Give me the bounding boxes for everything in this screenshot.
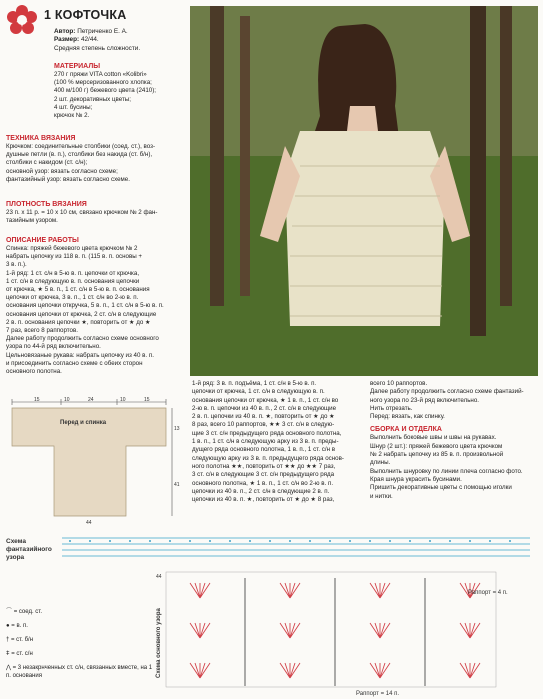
fancy-pattern-stitches xyxy=(69,540,511,542)
work-line: 3 в. п.). xyxy=(6,261,27,269)
assembly-line: Пришить декоративные цветы с помощью иголки xyxy=(370,484,512,492)
fancy-label-line: фантазийного xyxy=(6,546,52,553)
crochet-diagram-area xyxy=(0,528,543,699)
rapport-14-label: Раппорт = 14 п. xyxy=(356,691,400,697)
work-section xyxy=(6,236,188,376)
work-line: основания цепочки откручка, 5 в. п., 1 ст. с/н в 5-ю в. п. xyxy=(6,302,164,310)
work-line: основания цепочки от крючка, 2 ст. с/н в следующие xyxy=(6,310,157,318)
dim-bottom: 44 xyxy=(86,520,92,526)
legend-item xyxy=(6,622,156,630)
col2-line: дущего ряда основного полотна, 1 в. п., 1 ст. с/н в xyxy=(192,446,335,454)
main-pattern-label: Схема основного узора xyxy=(156,608,162,678)
author: Петриченко Е. А. xyxy=(77,28,128,35)
assembly-line: и нитки. xyxy=(370,492,393,500)
materials-lines xyxy=(54,71,186,120)
assembly-line: длины. xyxy=(370,459,391,467)
col2-line: 2-ю в. п. цепочки из 40 в. п., 2 ст. с/н в следующие xyxy=(192,404,337,412)
legend-text: = ст. б/н xyxy=(11,637,34,643)
col2-line: цепочки из 40 в. п., 2 ст. с/н в следующие 2 в. п. xyxy=(192,487,330,495)
page-title: 1 КОФТОЧКА xyxy=(44,8,127,22)
work-line: 1-й ряд: 1 ст. с/н в 5-ю в. п. цепочки от крючка, xyxy=(6,269,140,277)
assembly-line: Края шнура украсить бусинами. xyxy=(370,475,462,483)
work-line: набрать цепочку из 118 в. п. (115 в. п. основы + xyxy=(6,253,143,261)
finish-text xyxy=(370,380,538,501)
col2-line: основания цепочки от крючка, ★ 1 в. п., 1 ст. с/н во xyxy=(192,396,339,404)
work-line: цепочки от крючка, 3 в. п., 1 ст. с/н во 2-ю в. п. xyxy=(6,294,139,302)
technique-section xyxy=(6,134,188,184)
materials-section xyxy=(54,62,186,120)
col2-line: цепочки из 40 в. п. ★, повторить от ★ до ★ 8 раз, xyxy=(192,496,335,504)
assembly-heading: СБОРКА И ОТДЕЛКА xyxy=(370,426,442,434)
col3-line: ного узора по 23-й ряд включительно. xyxy=(370,396,479,404)
dim-right-1: 13 xyxy=(174,426,180,432)
assembly-line: Выполнить боковые швы и швы на рукавах. xyxy=(370,434,497,442)
work-line: Спинка: пряжей бежевого цвета крючком № 2 xyxy=(6,245,138,252)
dim-top-3: 24 xyxy=(88,397,94,403)
col2-line: 1-й ряд: 3 в. п. подъёма, 1 ст. с/н в 5-ю в. п. xyxy=(192,380,317,387)
dim-top-1: 15 xyxy=(34,397,40,403)
flower-logo-icon xyxy=(6,4,38,36)
col3-line: Нить отрезать. xyxy=(370,404,413,412)
materials-line: крючок № 2. xyxy=(54,112,90,120)
density-heading: ПЛОТНОСТЬ ВЯЗАНИЯ xyxy=(6,201,87,208)
legend-item xyxy=(6,636,156,644)
work-line: Далее работу продолжить согласно схеме основного xyxy=(6,335,159,343)
dim-top-5: 15 xyxy=(144,397,150,403)
single-crochet-icon: † xyxy=(6,637,10,643)
work-line: от крючка, ★ 5 в. п., 1 ст. с/н в 5-ю в. п. основания xyxy=(6,286,150,294)
materials-heading: МАТЕРИАЛЫ xyxy=(54,63,101,70)
size-label: Размер: xyxy=(54,36,80,44)
work-heading: ОПИСАНИЕ РАБОТЫ xyxy=(6,237,79,244)
work-line: 7 раз, всего 8 раппортов. xyxy=(6,327,78,335)
materials-line: 4 шт. бусины; xyxy=(54,103,93,111)
legend-item xyxy=(6,664,156,680)
cluster-icon: ⋀ xyxy=(6,665,11,671)
work-line: 1 ст. с/н в следующую в. п. основания цепочки xyxy=(6,277,140,285)
meta-block xyxy=(54,28,184,53)
density-line: 23 п. х 11 р. = 10 х 10 см, связано крючком № 2 фан- xyxy=(6,209,158,216)
col2-line: 8 раз, всего 10 раппортов, ★★ 3 ст. с/н в следую- xyxy=(192,421,335,429)
dim-top-2: 10 xyxy=(64,397,70,403)
model-photo-illustration xyxy=(190,6,538,376)
legend-text: = в. п. xyxy=(11,623,28,629)
materials-line: 2 шт. декоративных цветы; xyxy=(54,95,131,103)
col2-line: цепочки от крючка, 1 ст. с/н в следующую в. п. xyxy=(192,388,325,396)
work-line: и присоединить согласно схеме с обеих сторон xyxy=(6,359,143,367)
legend-text: = 3 незакрнченных ст. с/н, связанных вместе, на 1 п. основания xyxy=(6,665,153,679)
slip-stitch-icon: ⌒ xyxy=(6,609,13,615)
legend-text: = ст. с/н xyxy=(11,651,33,657)
work-line: 2 в. п. основания цепочки ★, повторить от ★ до ★ xyxy=(6,318,151,326)
col2-line: щие 3 ст. с/н предыдущего ряда основного полотна, xyxy=(192,429,342,437)
technique-line: душные петли (в. п.), столбики без накида (ст. б/н), xyxy=(6,151,153,159)
legend-item xyxy=(6,650,156,658)
technique-line: Крючком: соединительные столбики (соед. ст.), воз- xyxy=(6,143,156,150)
fancy-pattern-rows xyxy=(62,538,530,556)
work-line: основного полотна. xyxy=(6,368,62,376)
legend-item xyxy=(6,608,156,616)
assembly-line: Шнур (2 шт.): пряжей бежевого цвета крючком xyxy=(370,442,503,450)
rapport-4-label: Раппорт = 4 п. xyxy=(468,590,508,596)
difficulty: Средняя степень сложности. xyxy=(54,44,141,52)
assembly-line: № 2 набрать цепочку из 85 в. п. произвольной xyxy=(370,451,504,459)
model-photo xyxy=(190,6,538,376)
legend xyxy=(6,608,156,680)
dim-top-4: 10 xyxy=(120,397,126,403)
technique-line: столбики с накидом (ст. с/н); xyxy=(6,159,88,167)
row-44-label: 44 xyxy=(156,574,162,580)
main-pattern-posts xyxy=(245,578,425,686)
fancy-label-line: Схема xyxy=(6,538,27,545)
density-section xyxy=(6,200,188,225)
technique-heading: ТЕХНИКА ВЯЗАНИЯ xyxy=(6,135,76,142)
technique-line: основной узор: вязать согласно схеме; xyxy=(6,167,118,175)
materials-line: (100 % мерсеризованного хлопка; xyxy=(54,79,152,87)
garment-schematic xyxy=(6,396,188,526)
assembly-line: Выполнить шнуровку по линии плеча согласно фото. xyxy=(370,467,523,475)
double-crochet-icon: ǂ xyxy=(6,651,10,657)
col3-line: Перед: вязать, как спинку. xyxy=(370,413,445,421)
materials-line: 400 м/100 г) бежевого цвета (2410); xyxy=(54,87,156,95)
col2-line: 3 ст. с/н в следующие 3 ст. с/н предыдущего ряда xyxy=(192,471,335,479)
work-line: узора по 44-й ряд включительно. xyxy=(6,343,101,351)
col2-line: основного полотна, ★ 1 в. п., 1 ст. с/н во 2-ю в. п. xyxy=(192,479,334,487)
work-line: Цельновязаные рукава: набрать цепочку из 40 в. п. xyxy=(6,351,154,359)
chain-stitch-icon: ● xyxy=(6,623,10,629)
row1-sleeves-text xyxy=(192,380,362,504)
legend-text: = соед. ст. xyxy=(13,609,43,615)
density-line: тазийным узором. xyxy=(6,217,58,225)
materials-line: 270 г пряжи VITA cotton «Kolibri» xyxy=(54,71,147,78)
col3-line: всего 10 раппортов. xyxy=(370,380,428,387)
dim-right-2: 41 xyxy=(174,482,180,488)
col2-line: 2 в. п. цепочки из 40 в. п. ★, повторить от ★ до ★ xyxy=(192,413,335,421)
fancy-label-line: узора xyxy=(6,554,25,561)
author-label: Автор: xyxy=(54,28,76,35)
size: 42/44. xyxy=(80,36,99,44)
col2-line: следующую арку из 3 в. п. предыдущего ряда основ- xyxy=(192,454,344,462)
schematic-label: Перед и спинка xyxy=(60,420,107,426)
col2-line: 1 в. п., 1 ст. с/н в следующую арку из 3 в. п. преды- xyxy=(192,438,339,446)
col3-line: Далее работу продолжить согласно схеме фантазий- xyxy=(370,388,524,396)
main-pattern-grid xyxy=(166,572,496,687)
col2-line: ного полотна ★★, повторить от ★★ до ★★ 7 раз, xyxy=(192,462,336,470)
technique-line: фантазийный узор: вязать согласно схеме. xyxy=(6,175,130,183)
